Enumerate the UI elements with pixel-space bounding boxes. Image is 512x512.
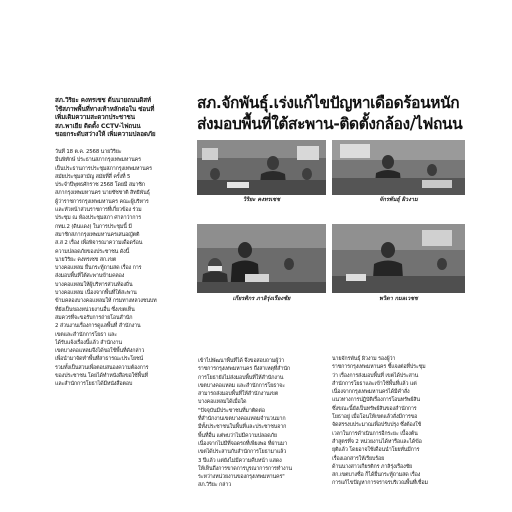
meeting-speaker-photo-icon <box>197 140 326 195</box>
meeting-speaker-photo-icon <box>332 224 465 293</box>
photo-speaker-3 <box>197 224 326 293</box>
photo-caption-4: พวิดา กมลเวชช <box>379 296 418 302</box>
meeting-speaker-photo-icon <box>197 224 326 293</box>
left-column-text: วันที่ 18 ต.ค. 2568 นายวิริยะ มีนพิทักษ์ ประธานสภากรุงเทพมหานคร เป็นประธานการประชุมสภากรุงเทพมหานคร สมัยประชุมสามัญ สมัยที่สี่ ครั้งที่ 5 ประจำปีพุทธศักราช 2568 โดยมี สมาชิก สภากรุงเทพมหานคร นายชัชชาติ สิทธิพันธุ์ ผู้ว่าราชการกรุงเทพมหานคร คณะผู้บริหาร และหัวหน้าส่วนราชการที่เกี่ยวข้อง ร่วม ประชุม ณ ห้องประชุมสภา ศาลาว่าการ กทม.2 (ดินแดง) ในการประชุมนี้ มี สมาชิกสภากรุงเทพมหานครเสนอญัตติ ส.ส 2 เรื่อง เพื่อพิจารณาความเดือดร้อน ความปลอดภัยของประชาชน ดังนี้ นายวิริยะ คงทรเซช สก.เขต บางคอแหลม ยื่นกระทู้ถามสด เรื่อง การ ส่งมอบพื้นที่ใต้สะพานข้ามคลอง บางคอแหลมให้ผู้บริหารส่วนท้องถิ่น บางคอแหลม เนื่องจากพื้นที่ใต้สะพาน ข้ามคลองบางคอแหลมให้ กรมทางหลวงชนบท ที่ยังเป็นของหน่วยงานอื่น ซึ่งเขตเห็น สมควรที่จะขอรับการถ่ายโอนสำนัก 2 ส่วนงานเรื่องการดูแลพื้นที่ สำนักงาน เขตและสำนักการโยธา และ ได้รับแจ้งเรื่องนี้แล้ว สำนักงาน เขตบางคอแหลมจึงได้ขอใช้พื้นที่ดังกล่าว เพื่อนำมาจัดทำพื้นที่สาธารณะประโยชน์ รวมทั้งเป็นสวนเพื่อตอบสนองความต้องการ ของประชาชน โดยได้ทำหนังสือขอใช้พื้นที่ และสำนักการโยธาได้มีหนังสือตอบ <box>55 149 157 388</box>
article-headline: สภ.จักพันธุ์.เร่งแก้ไขปัญหาเดือดร้อนหนัก ส่งมอบพื้นที่ใต้สะพาน-ติดตั้งกล้อง/ไฟถนน <box>197 94 463 133</box>
photo-caption-1: วิริยะ คงทรเซช <box>242 197 281 203</box>
photo-speaker-4 <box>332 224 465 293</box>
right-column-text: นายจักรพันธุ์ ผิวงาม รองผู้ว่า ราชการกรุงเทพมหานคร ชี้แจงต่อที่ประชุม ว่า เรื่องการส่งมอบพื้นที่ เขตได้ประสาน สำนักการโยธาและเข้าใช้พื้นที่แล้ว แต่ เนื่องจากกรุงเทพมหานครได้มีคำสั่ง แนวทางการปฏิบัติเรื่องการโอนทรัพย์สิน ซึ่งขณะนี้ยังเป็นทรัพย์สินของสำนักการ โยธาอยู่ เมื่อโอนให้เขตแล้วสั่งมีการขอ จัดสรรงบประมาณเพื่อปรับปรุง ซึ่งต้องใช้ เวลาในการดำเนินการอีกระยะ เบื้องต้น สำสูตรที่จ 2 หน่วยงานได้หารือและได้ข้อ ยุติแล้ว โดยอาจใช้เดือนนำโยยทั่นมีการ เรื่องเอกสารให้เรียบร้อย ด้านนางสาวเกียรติกร ภาลิรุ่งเรืองชัย สก.เขตบางซื่อ ก็ได้ยื่นกระทู้ถามสด เรื่อง การแก้ไขปัญหาการจราจรบริเวณพื้นที่เชื่อม <box>332 356 428 487</box>
lead-summary: สภ.วิริยะ คงทรเซช ต้นนายถนนดิสท์ ใช้สภาพพื้นที่ทางเท้าหลักต่อใน ซ่อนที่ เพิ่มเติมความสะดวกประชาชน สภ.พาเยีย ติดตั้ง CCTV-ไฟถนน ขอยกระดับสว่างให้ เพิ่มความปลอดภัย <box>55 97 156 139</box>
photo-caption-3: เกียรติกร ภาลิรุ่งเรืองชัย <box>232 296 291 302</box>
photo-speaker-2 <box>332 140 465 195</box>
photo-speaker-1 <box>197 140 326 195</box>
meeting-speaker-photo-icon <box>332 140 465 195</box>
middle-column-text: เข้าไปพัฒนาพื้นที่ได้ จึงขอสอบถามผู้ว่า ราชการกรุงเทพมหานคร ถึงสาเหตุที่สำนัก การโยธายังไม่ส่งมอบพื้นที่ให้สำนักงาน เขตบางคอแหลม และสำนักการโยธาจะ สามารถส่งมอบพื้นที่ให้สำนักงานเขต บางคอแหลมได้เมื่อใด "ปัจจุบันมีประชาชนที่มาติดต่อ ที่สำนักงานเขตบางคอแหลมจำนวนมาก มีทั้งประชาชนในพื้นที่และประชาชนจาก พื้นที่อื่น แต่พบว่าไม่มีความปลอดภัย เนื่องจากไม่มีที่จอดรถที่เพียงพอ ที่ผ่านมา เขตได้ประสานกับสำนักการโยธามาแล้ว 3 ปีแล้ว แต่ยังไม่มีความคืบหน้า แสดง ให้เห็นถึงการขาดการบูรณาการการทำงาน ระหว่างหน่วยงานของกรุงเทพมหานคร" สภ.วิริยะ กล่าว <box>198 358 292 489</box>
photo-caption-2: จักรพันธุ์ ผิวงาม <box>379 197 418 203</box>
